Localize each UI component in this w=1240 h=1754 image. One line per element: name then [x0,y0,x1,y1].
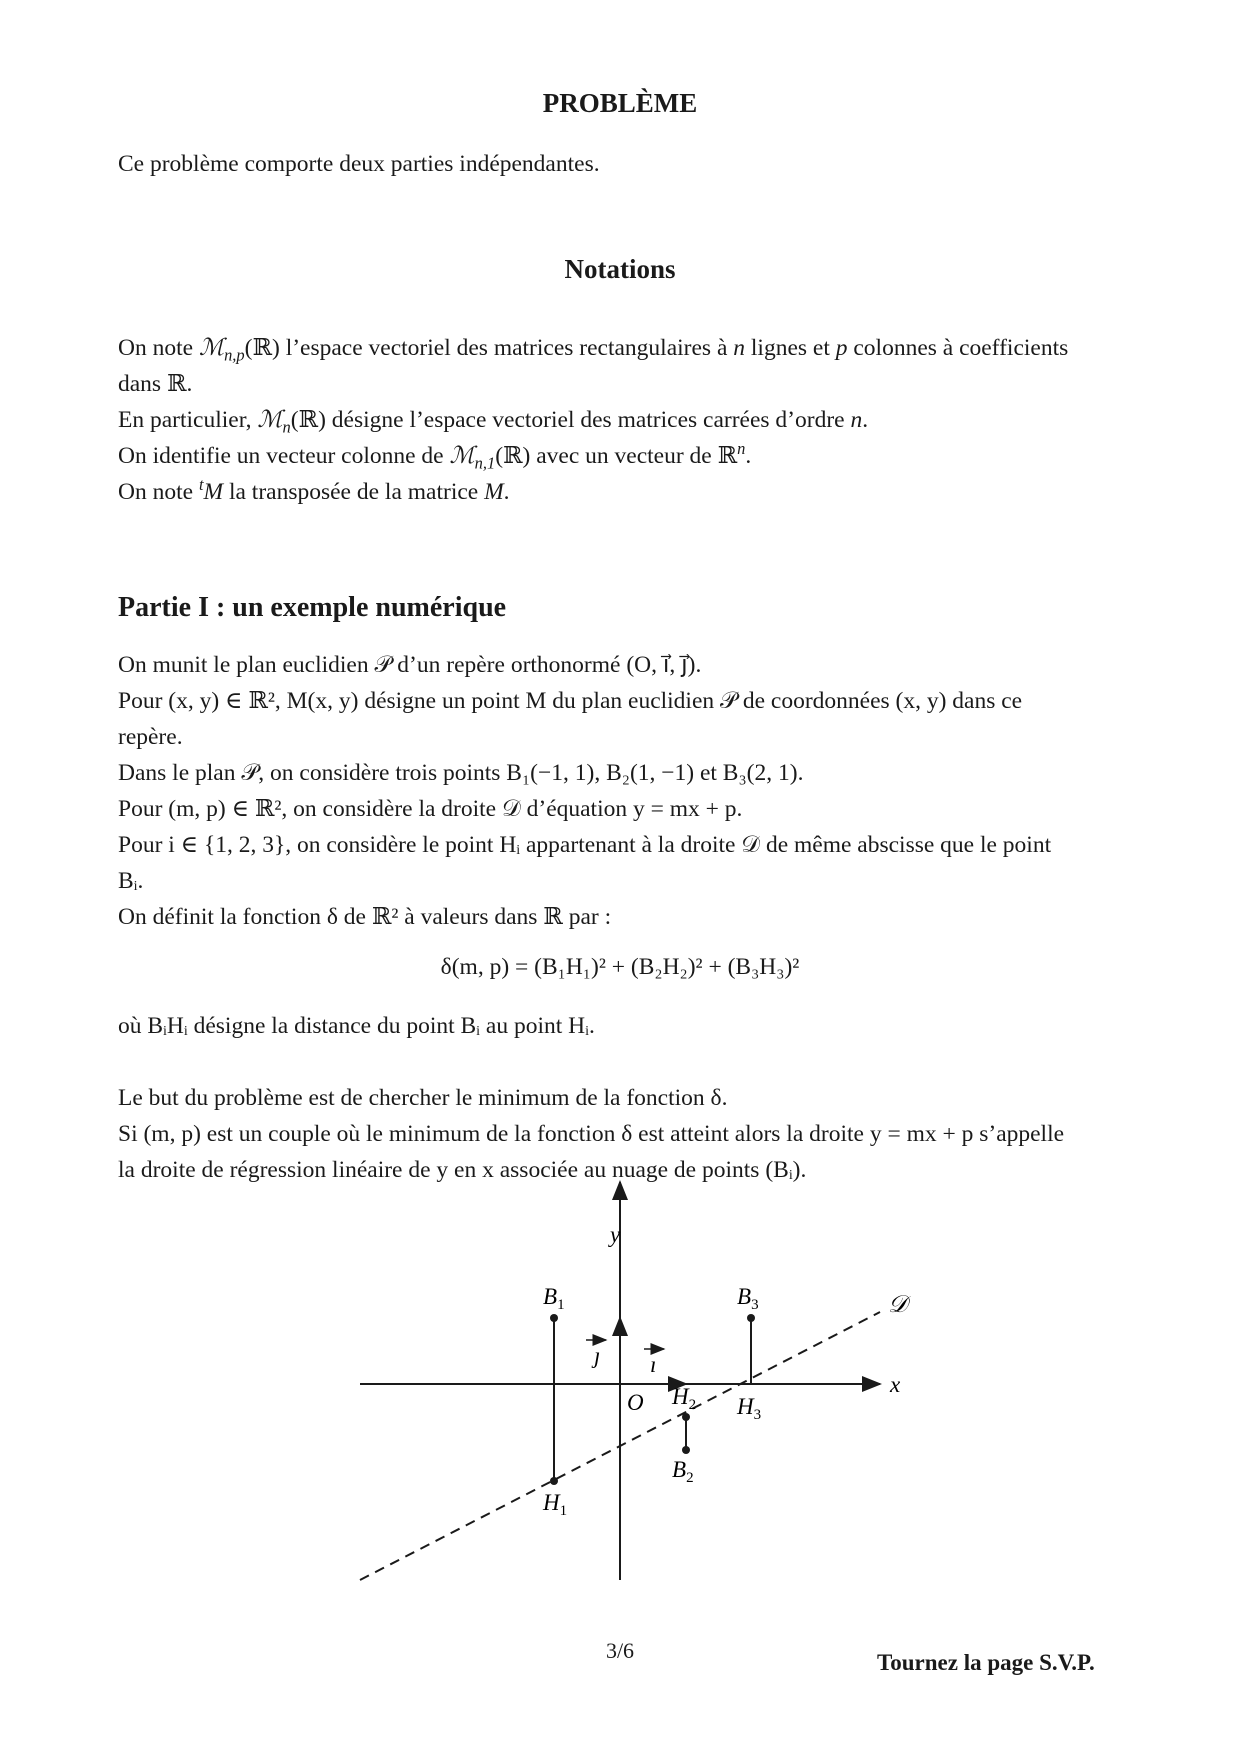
part1-line-4: Dans le plan 𝒫, on considère trois points B₁(−1, 1), B₂(1, −1) et B₃(2, 1). [118,760,804,786]
h1-label: $H_1$ [543,1490,568,1519]
i-vector-label: ı [650,1352,657,1377]
notation-line-2: dans ℝ. [118,371,193,397]
part1-line-10: Le but du problème est de chercher le minimum de la fonction δ. [118,1085,728,1111]
x-axis-label: x [890,1372,901,1397]
line-d-label: 𝒟 [888,1292,908,1318]
b2-label: $B_2$ [672,1457,694,1486]
y-axis-label: y [610,1222,621,1247]
b1-label: $B_1$ [543,1284,565,1313]
j-vector-label: ȷ [594,1343,601,1368]
part1-heading: Partie I : un exemple numérique [118,592,507,623]
turn-page-note: Tournez la page S.V.P. [877,1650,1095,1675]
part1-line-8: On définit la fonction δ de ℝ² à valeurs dans ℝ par : [118,904,612,930]
notation-line-5: On note $^t$M la transposée de la matrice M. [118,475,510,505]
notations-heading: Notations [564,254,676,284]
part1-line-2: Pour (x, y) ∈ ℝ², M(x, y) désigne un point M du plan euclidien 𝒫 de coordonnées (x, y) dans ce [118,688,1023,714]
part1-line-11: Si (m, p) est un couple où le minimum de la fonction δ est atteint alors la droite y = mx + p s’appelle [118,1121,1065,1147]
intro-text: Ce problème comporte deux parties indépendantes. [118,151,600,177]
notation-line-4: On identifie un vecteur colonne de ℳ$_{n,1}$(ℝ) avec un vecteur de ℝ$^n$. [118,439,752,473]
h3-label: $H_3$ [737,1394,762,1423]
part1-line-5: Pour (m, p) ∈ ℝ², on considère la droite 𝒟 d’équation y = mx + p. [118,796,743,822]
page-title: PROBLÈME [542,88,698,118]
part1-line-12: la droite de régression linéaire de y en x associée au nuage de points (Bᵢ). [118,1157,807,1183]
part1-line-1: On munit le plan euclidien 𝒫 d’un repère orthonormé (O, ı⃗, ȷ⃗). [118,652,702,678]
point-h2 [682,1413,690,1421]
notation-line-1: On note ℳ$_{n,p}$(ℝ) l’espace vectoriel des matrices rectangulaires à n lignes et p colonnes à coefficients [118,335,1069,365]
part1-line-7: Bᵢ. [118,868,144,894]
part1-line-6: Pour i ∈ {1, 2, 3}, on considère le point Hᵢ appartenant à la droite 𝒟 de même abscisse que le point [118,832,1052,858]
part1-line-9: où BᵢHᵢ désigne la distance du point Bᵢ au point Hᵢ. [118,1013,595,1039]
part1-line-3: repère. [118,724,183,750]
point-b1 [550,1314,558,1322]
point-h1 [550,1477,558,1485]
page-number: 3/6 [605,1638,635,1663]
point-b3 [747,1314,755,1322]
point-b2 [682,1446,690,1454]
delta-formula: δ(m, p) = (B₁H₁)² + (B₂H₂)² + (B₃H₃)² [440,954,800,980]
notation-line-3: En particulier, ℳ$_n$(ℝ) désigne l’espace vectoriel des matrices carrées d’ordre n. [118,407,869,437]
origin-label: O [627,1390,644,1415]
h2-label: $H_2$ [672,1384,697,1413]
b3-label: $B_3$ [737,1284,759,1313]
